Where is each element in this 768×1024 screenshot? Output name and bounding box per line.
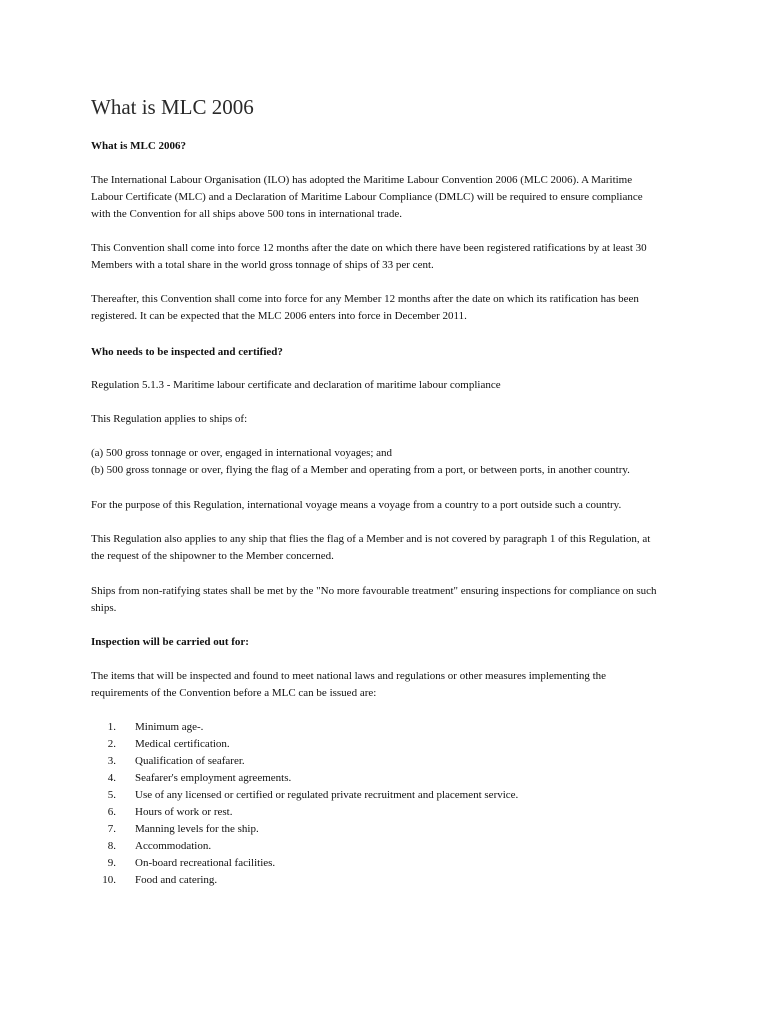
list-item-text: Hours of work or rest. bbox=[135, 806, 233, 818]
list-item-text: Accommodation. bbox=[135, 840, 212, 852]
regulation-line: Regulation 5.1.3 - Maritime labour certificate and declaration of maritime labour compliance bbox=[91, 379, 501, 391]
also-applies-line: the request of the shipowner to the Member concerned. bbox=[91, 550, 334, 562]
non-ratifying-line: ships. bbox=[91, 602, 117, 614]
force-paragraph bbox=[91, 240, 681, 274]
also-applies-line: This Regulation also applies to any ship that flies the flag of a Member and is not covered by paragraph 1 of this Regulation, at bbox=[91, 533, 651, 545]
force-line: Members with a total share in the world gross tonnage of ships of 33 per cent. bbox=[91, 259, 434, 271]
list-item-number: 5. bbox=[107, 789, 116, 801]
heading-what-is-mlc: What is MLC 2006? bbox=[91, 140, 187, 152]
intro-line: The International Labour Organisation (ILO) has adopted the Maritime Labour Convention 2006 (MLC 2006). A Maritime bbox=[91, 174, 633, 186]
list-item-number: 1. bbox=[107, 721, 116, 733]
list-item-number: 2. bbox=[107, 738, 116, 750]
list-item-number: 6. bbox=[107, 806, 116, 818]
list-item-number: 8. bbox=[107, 840, 116, 852]
items-intro-line: requirements of the Convention before a MLC can be issued are: bbox=[91, 687, 377, 699]
list-item-number: 7. bbox=[107, 823, 116, 835]
inspection-items-list bbox=[91, 719, 681, 889]
heading-inspection-items: Inspection will be carried out for: bbox=[91, 636, 249, 648]
list-item-text: Qualification of seafarer. bbox=[135, 755, 245, 767]
list-item bbox=[91, 719, 681, 736]
thereafter-paragraph bbox=[91, 291, 681, 325]
purpose-line: For the purpose of this Regulation, international voyage means a voyage from a country to a port outside such a country. bbox=[91, 499, 622, 511]
intro-line: with the Convention for all ships above 500 tons in international trade. bbox=[91, 208, 402, 220]
list-item-number: 4. bbox=[107, 772, 116, 784]
also-applies-paragraph bbox=[91, 531, 681, 565]
list-item bbox=[91, 838, 681, 855]
list-item bbox=[91, 736, 681, 753]
list-item-number: 10. bbox=[102, 874, 116, 886]
applies-line: This Regulation applies to ships of: bbox=[91, 413, 248, 425]
intro-paragraph bbox=[91, 172, 681, 223]
heading-who-needs-inspection: Who needs to be inspected and certified? bbox=[91, 346, 283, 358]
list-item bbox=[91, 872, 681, 889]
intro-line: Labour Certificate (MLC) and a Declaration of Maritime Labour Compliance (DMLC) will be required to ensure compliance bbox=[91, 191, 643, 203]
list-item bbox=[91, 821, 681, 838]
list-item-text: Use of any licensed or certified or regulated private recruitment and placement service. bbox=[135, 789, 519, 801]
items-intro-line: The items that will be inspected and found to meet national laws and regulations or other measures implementing the bbox=[91, 670, 607, 682]
non-ratifying-line: Ships from non-ratifying states shall be met by the "No more favourable treatment" ensuring inspections for compliance on such bbox=[91, 585, 657, 597]
ships-line: (a) 500 gross tonnage or over, engaged in international voyages; and bbox=[91, 447, 393, 459]
non-ratifying-paragraph bbox=[91, 583, 681, 617]
list-item bbox=[91, 770, 681, 787]
items-intro-paragraph bbox=[91, 668, 681, 702]
list-item-number: 9. bbox=[107, 857, 116, 869]
list-item bbox=[91, 855, 681, 872]
list-item-text: Food and catering. bbox=[135, 874, 218, 886]
list-item-text: Minimum age-. bbox=[135, 721, 204, 733]
list-item-text: Seafarer's employment agreements. bbox=[135, 772, 292, 784]
thereafter-line: registered. It can be expected that the MLC 2006 enters into force in December 2011. bbox=[91, 310, 467, 322]
list-item-text: Medical certification. bbox=[135, 738, 230, 750]
list-item-number: 3. bbox=[107, 755, 116, 767]
ships-paragraph bbox=[91, 445, 681, 479]
list-item bbox=[91, 753, 681, 770]
list-item bbox=[91, 787, 681, 804]
thereafter-line: Thereafter, this Convention shall come into force for any Member 12 months after the date on which its ratification has been bbox=[91, 293, 639, 305]
list-item-text: On-board recreational facilities. bbox=[135, 857, 276, 869]
list-item-text: Manning levels for the ship. bbox=[135, 823, 259, 835]
force-line: This Convention shall come into force 12 months after the date on which there have been registered ratifications by at least 30 bbox=[91, 242, 647, 254]
document-title: What is MLC 2006 bbox=[91, 95, 254, 119]
list-item bbox=[91, 804, 681, 821]
ships-line: (b) 500 gross tonnage or over, flying the flag of a Member and operating from a port, or between ports, in another country. bbox=[91, 464, 630, 476]
